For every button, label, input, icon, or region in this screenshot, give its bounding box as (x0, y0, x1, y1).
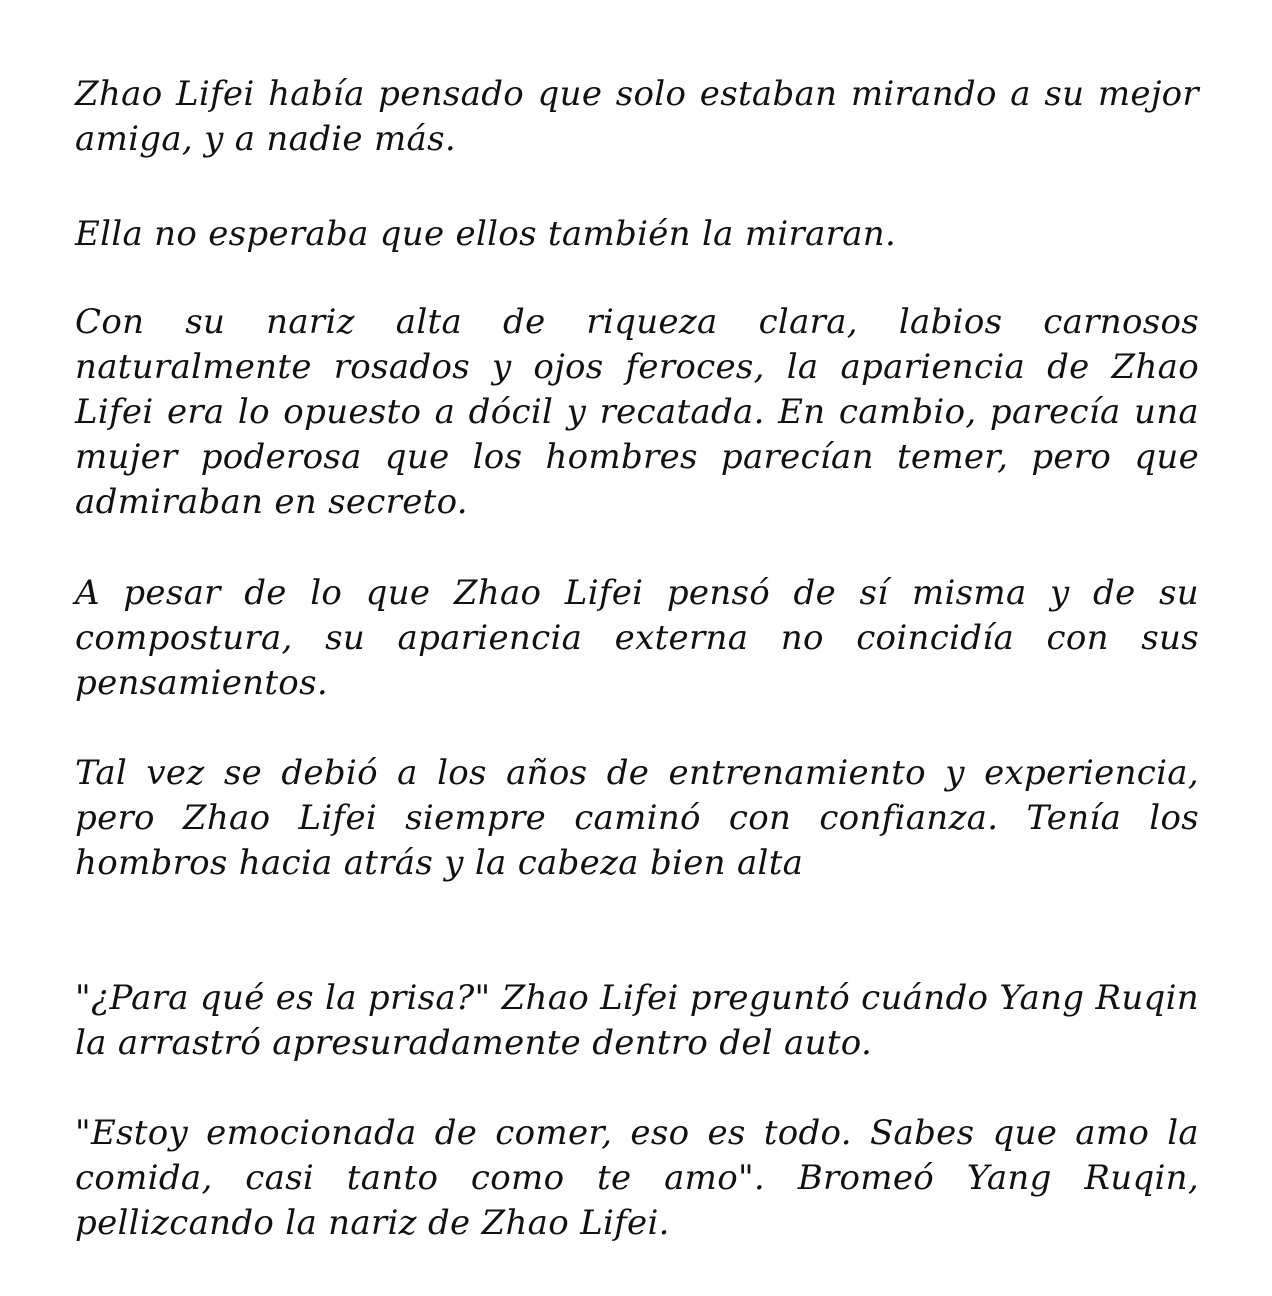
paragraph-6: "¿Para qué es la prisa?" Zhao Lifei preguntó cuándo Yang Ruqin la arrastró apresuradamente dentro del auto. (75, 978, 1199, 1063)
paragraph-7: "Estoy emocionada de comer, eso es todo. Sabes que amo la comida, casi tanto como te amo". Bromeó Yang Ruqin, pellizcando la nariz de Zhao Lifei. (75, 1113, 1199, 1243)
paragraph-5: Tal vez se debió a los años de entrenamiento y experiencia, pero Zhao Lifei siempre caminó con confianza. Tenía los hombros hacia atrás y la cabeza bien alta (75, 753, 1199, 883)
paragraph-2: Ella no esperaba que ellos también la miraran. (75, 214, 897, 254)
paragraph-4: A pesar de lo que Zhao Lifei pensó de sí misma y de su compostura, su apariencia externa no coincidía con sus pensamientos. (75, 573, 1199, 703)
paragraph-1: Zhao Lifei había pensado que solo estaban mirando a su mejor amiga, y a nadie más. (75, 74, 1199, 159)
paragraph-3: Con su nariz alta de riqueza clara, labios carnosos naturalmente rosados y ojos feroces, la apariencia de Zhao Lifei era lo opuesto a dócil y recatada. En cambio, parecía una mujer poderosa que los hombres parecían temer, pero que admiraban en secreto. (75, 302, 1199, 522)
